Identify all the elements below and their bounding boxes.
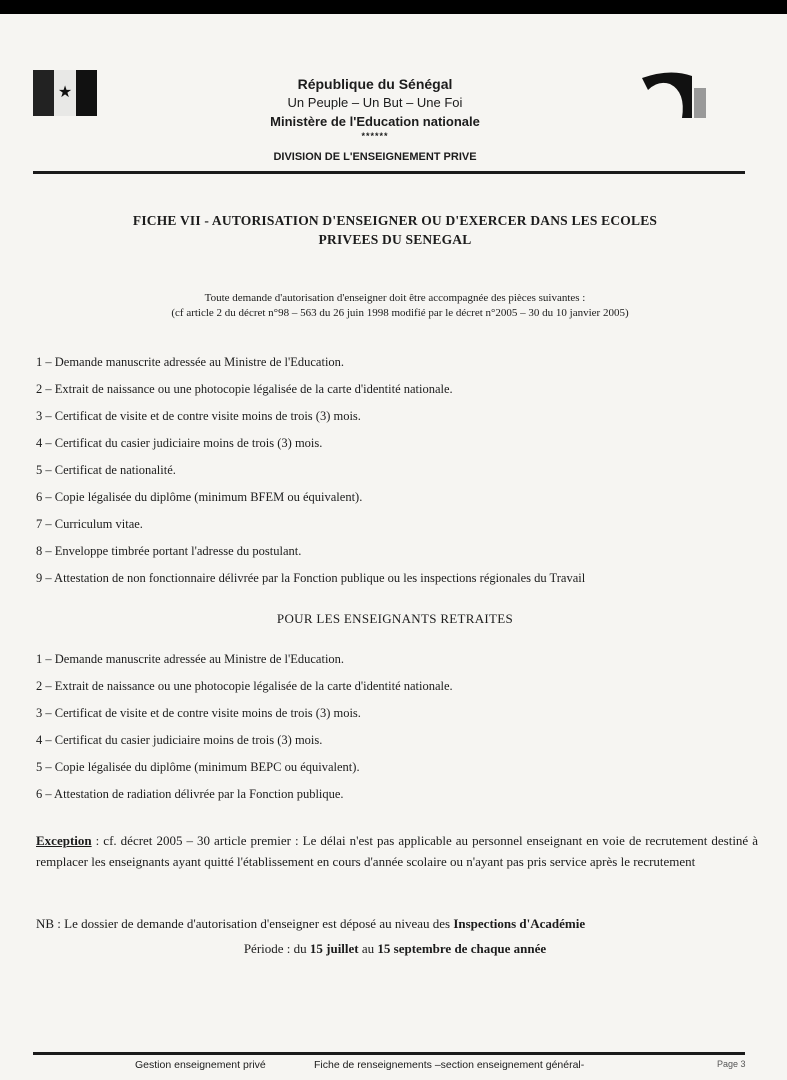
footer-left: Gestion enseignement privé [135,1059,266,1071]
list-item: 9 – Attestation de non fonctionnaire délivrée par la Fonction publique ou les inspections régionales du Travail [36,571,586,585]
list-item: 6 – Copie légalisée du diplôme (minimum BFEM ou équivalent). [36,490,363,504]
section-subheading: POUR LES ENSEIGNANTS RETRAITES [276,611,514,626]
exception-label: Exception [36,833,92,848]
ministry-logo-icon [640,68,710,124]
footer-divider [33,1052,745,1055]
nb-note [36,916,585,932]
ministry-name: Ministère de l'Education nationale [270,114,480,129]
list-item: 2 – Extrait de naissance ou une photocopie légalisée de la carte d'identité nationale. [36,382,453,396]
flag-band-right [76,70,97,116]
list-item: 1 – Demande manuscrite adressée au Ministre de l'Education. [36,355,345,369]
flag-band-left [33,70,54,116]
nb-text: NB : Le dossier de demande d'autorisation d'enseigner est déposé au niveau des [36,916,454,931]
national-motto: Un Peuple – Un But – Une Foi [287,95,463,110]
intro-line2: (cf article 2 du décret n°98 – 563 du 26 juin 1998 modifié par le décret n°2005 – 30 du 10 janvier 2005) [171,307,629,319]
nb-bold: Inspections d'Académie [453,916,586,931]
list-item: 4 – Certificat du casier judiciaire moins de trois (3) mois. [36,733,323,747]
list-item: 5 – Certificat de nationalité. [36,463,176,477]
list-item: 6 – Attestation de radiation délivrée par la Fonction publique. [36,787,344,801]
stars-separator: ****** [361,131,389,141]
document-title-line1: FICHE VII - AUTORISATION D'ENSEIGNER OU D'EXERCER DANS LES ECOLES [132,213,658,228]
senegal-flag-icon [33,70,97,116]
page-number: Page 3 [717,1059,746,1069]
intro-line1: Toute demande d'autorisation d'enseigner doit être accompagnée des pièces suivantes : [204,292,586,304]
footer-middle: Fiche de renseignements –section enseignement général- [314,1059,585,1071]
flag-band-middle [54,70,75,116]
list-item: 8 – Enveloppe timbrée portant l'adresse du postulant. [36,544,302,558]
period-middle: au [358,941,378,956]
republic-heading: République du Sénégal [297,76,453,92]
period-start: 15 juillet [309,941,359,956]
division-name: DIVISION DE L'ENSEIGNEMENT PRIVE [273,151,477,163]
list-item: 7 – Curriculum vitae. [36,517,143,531]
document-title-line2: PRIVEES DU SENEGAL [318,232,472,247]
list-item: 5 – Copie légalisée du diplôme (minimum BEPC ou équivalent). [36,760,360,774]
exception-text: : cf. décret 2005 – 30 article premier : Le délai n'est pas applicable au personnel enseignant en voie de recrutement destiné à remplacer les enseignants ayant quitté l'établissement en cours d'année scolaire ou n'ayant pas pris service après le recrutement [36,833,758,869]
list-item: 1 – Demande manuscrite adressée au Ministre de l'Education. [36,652,345,666]
period-prefix: Période : du [243,941,310,956]
submission-period [100,941,690,957]
top-black-bar [0,0,787,14]
list-item: 2 – Extrait de naissance ou une photocopie légalisée de la carte d'identité nationale. [36,679,453,693]
exception-paragraph [36,830,758,872]
list-item: 3 – Certificat de visite et de contre visite moins de trois (3) mois. [36,409,361,423]
list-item: 3 – Certificat de visite et de contre visite moins de trois (3) mois. [36,706,361,720]
period-end: 15 septembre de chaque année [377,941,547,956]
header-divider [33,171,745,174]
list-item: 4 – Certificat du casier judiciaire moins de trois (3) mois. [36,436,323,450]
star-icon: ★ [57,82,73,101]
